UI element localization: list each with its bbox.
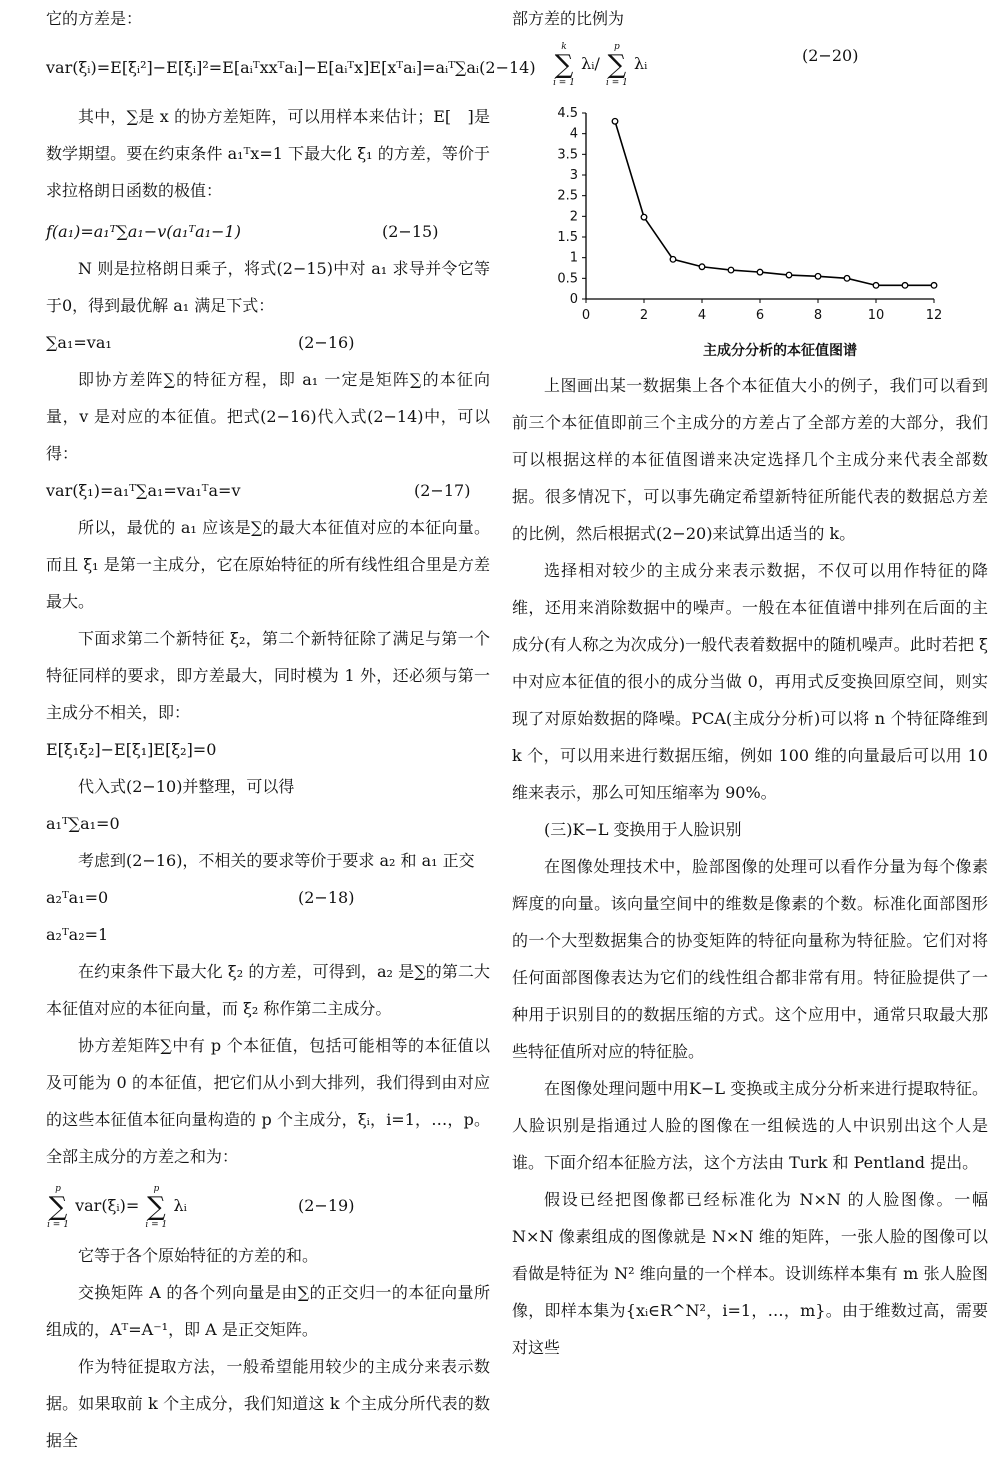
equation-2-14 xyxy=(46,49,536,86)
x-tick-label: 12 xyxy=(925,308,943,323)
paragraph: 其中，∑是 x 的协方差矩阵，可以用样本来估计；E[ ]是数学期望。要在约束条件 a₁ᵀx=1 下最大化 ξ₁ 的方差，等价于求拉格朗日函数的极值： xyxy=(46,107,490,200)
x-tick-label: 2 xyxy=(639,308,649,323)
data-point xyxy=(670,257,676,263)
equation-number: (2−19) xyxy=(298,1196,355,1215)
paragraph: N 则是拉格朗日乘子，将式(2−15)中对 a₁ 求导并令它等于0，得到最优解 a₁ 满足下式： xyxy=(46,259,490,315)
equation-number: (2−16) xyxy=(298,333,355,352)
data-point xyxy=(902,283,908,289)
x-tick-label: 8 xyxy=(813,308,823,323)
equation-text: E[ξ₁ξ₂]−E[ξ₁]E[ξ₂]=0 xyxy=(46,740,217,759)
y-tick-label: 2 xyxy=(569,209,578,225)
sum-symbol: k ∑ i = 1 xyxy=(553,41,575,88)
chart-marks xyxy=(612,118,937,288)
equation-text: var(ξ₁)=a₁ᵀ∑a₁=va₁ᵀa=v xyxy=(46,481,241,500)
equation xyxy=(46,805,490,842)
paragraph: 即协方差阵∑的特征方程，即 a₁ 一定是矩阵∑的本征向量，v 是对应的本征值。把式(2−16)代入式(2−14)中，可以得： xyxy=(46,370,490,463)
equation-text: a₁ᵀ∑a₁=0 xyxy=(46,814,120,833)
equation-text: k ∑ i = 1 λᵢ/ p ∑ i = 1 λᵢ xyxy=(553,41,648,88)
y-tick-label: 3.5 xyxy=(557,147,578,163)
equation-2-20 xyxy=(512,37,988,95)
chart-svg xyxy=(512,95,988,335)
eigenvalue-chart xyxy=(512,95,988,365)
equation-2-17 xyxy=(46,472,490,509)
paragraph: 所以，最优的 a₁ 应该是∑的最大本征值对应的本征向量。而且 ξ₁ 是第一主成分，它在原始特征的所有线性组合里是方差最大。 xyxy=(46,518,490,611)
right-column xyxy=(512,0,988,1366)
paragraph: 协方差矩阵∑中有 p 个本征值，包括可能相等的本征值以及可能为 0 的本征值，把它们从小到大排列，我们得到由对应的这些本征值本征向量构造的 p 个主成分，ξᵢ，i=1，…，p。全部主成分的方差之和为： xyxy=(46,1036,490,1166)
paragraph: 它等于各个原始特征的方差的和。 xyxy=(78,1246,319,1265)
sum-symbol: p ∑ i = 1 xyxy=(606,41,628,88)
x-tick-label: 0 xyxy=(581,308,591,323)
left-column xyxy=(46,0,536,1459)
equation-number: (2−17) xyxy=(414,481,471,500)
series-line xyxy=(615,121,934,285)
equation-2-19 xyxy=(46,1175,490,1237)
equation-2-18 xyxy=(46,879,490,916)
y-tick-label: 2.5 xyxy=(557,188,578,204)
equation-text: var(ξᵢ)=E[ξᵢ²]−E[ξᵢ]²=E[aᵢᵀxxᵀaᵢ]−E[aᵢᵀx]E[xᵀaᵢ]=aᵢᵀ∑aᵢ(2−14) xyxy=(46,58,536,77)
chart-axes xyxy=(557,106,942,323)
data-point xyxy=(641,214,647,220)
equation-2-16 xyxy=(46,324,490,361)
equation xyxy=(46,731,490,768)
x-tick-label: 6 xyxy=(755,308,765,323)
data-point xyxy=(873,283,879,289)
equation-2-15 xyxy=(46,213,490,250)
equation-text: ∑a₁=va₁ xyxy=(46,333,112,352)
equation-text: p ∑ i = 1 var(ξᵢ)= p ∑ i = 1 λᵢ xyxy=(47,1183,187,1230)
data-point xyxy=(815,273,821,279)
paragraph: 代入式(2−10)并整理，可以得 xyxy=(78,777,295,796)
paragraph: 假设已经把图像都已经标准化为 N×N 的人脸图像。一幅 N×N 像素组成的图像就是 N×N 维的矩阵，一张人脸的图像可以看做是特征为 N² 维向量的一个样本。设训练样本集有 m 张人脸图像，即样本集为{xᵢ∈R^N²，i=1，…，m}。由于维数过高，需要对这些 xyxy=(512,1190,988,1357)
data-point xyxy=(757,269,763,275)
paragraph: 在图像处理技术中，脸部图像的处理可以看作分量为每个像素辉度的向量。该向量空间中的维数是像素的个数。标准化面部图形的一个大型数据集合的协变矩阵的特征向量称为特征脸。它们对将任何面部图像表达为它们的线性组合都非常有用。特征脸提供了一种用于识别目的的数据压缩的方式。这个应用中，通常只取最大那些特征值所对应的特征脸。 xyxy=(512,857,988,1061)
sum-symbol: p ∑ i = 1 xyxy=(145,1183,168,1230)
paragraph: 交换矩阵 A 的各个列向量是由∑的正交归一的本征向量所组成的，Aᵀ=A⁻¹，即 A 是正交矩阵。 xyxy=(46,1283,490,1339)
sum-symbol: p ∑ i = 1 xyxy=(47,1183,69,1230)
data-point xyxy=(728,267,734,273)
equation-text: a₂ᵀa₁=0 xyxy=(46,888,109,907)
y-tick-label: 4 xyxy=(569,126,578,142)
paragraph: 作为特征提取方法，一般希望能用较少的主成分来表示数据。如果取前 k 个主成分，我们知道这 k 个主成分所代表的数据全 xyxy=(46,1357,490,1450)
x-tick-label: 4 xyxy=(697,308,707,323)
equation-number: (2−18) xyxy=(298,888,355,907)
y-tick-label: 0.5 xyxy=(557,271,578,287)
section-heading: (三)K−L 变换用于人脸识别 xyxy=(544,820,742,839)
paragraph: 下面求第二个新特征 ξ₂，第二个新特征除了满足与第一个特征同样的要求，即方差最大，同时模为 1 外，还必须与第一主成分不相关，即： xyxy=(46,629,490,722)
paragraph: 上图画出某一数据集上各个本征值大小的例子，我们可以看到前三个本征值即前三个主成分的方差占了全部方差的大部分，我们可以根据这样的本征值图谱来决定选择几个主成分来代表全部数据。很多情况下，可以事先确定希望新特征所能代表的数据总方差的比例，然后根据式(2−20)来试算出适当的 k。 xyxy=(512,376,988,543)
y-tick-label: 4.5 xyxy=(557,106,578,121)
data-point xyxy=(612,118,618,124)
chart-caption: 主成分分析的本征值图谱 xyxy=(703,343,857,359)
x-tick-label: 10 xyxy=(867,308,885,323)
paragraph: 在约束条件下最大化 ξ₂ 的方差，可得到，a₂ 是∑的第二大本征值对应的本征向量，而 ξ₂ 称作第二主成分。 xyxy=(46,962,490,1018)
paragraph: 在图像处理问题中用K−L 变换或主成分分析来进行提取特征。人脸识别是指通过人脸的图像在一组候选的人中识别出这个人是谁。下面介绍本征脸方法，这个方法由 Turk 和 Pentland 提出。 xyxy=(512,1079,988,1172)
y-tick-label: 1 xyxy=(569,250,578,266)
data-point xyxy=(931,283,937,289)
equation xyxy=(46,916,490,953)
equation-number: (2−20) xyxy=(802,46,859,65)
equation-text: a₂ᵀa₂=1 xyxy=(46,925,109,944)
data-point xyxy=(699,264,705,270)
y-tick-label: 3 xyxy=(569,168,578,183)
paragraph: 它的方差是： xyxy=(46,9,143,28)
equation-number: (2−15) xyxy=(382,222,439,241)
paragraph: 考虑到(2−16)，不相关的要求等价于要求 a₂ 和 a₁ 正交 xyxy=(78,851,475,870)
paragraph: 部方差的比例为 xyxy=(512,9,625,28)
data-point xyxy=(786,272,792,278)
equation-text: f(a₁)=a₁ᵀ∑a₁−v(a₁ᵀa₁−1) xyxy=(46,222,241,241)
paragraph: 选择相对较少的主成分来表示数据，不仅可以用作特征的降维，还用来消除数据中的噪声。一般在本征值谱中排列在后面的主成分(有人称之为次成分)一般代表着数据中的随机噪声。此时若把 ξ 中对应本征值的很小的成分当做 0，再用式反变换回原空间，则实现了对原始数据的降噪。PCA(主成分分析)可以将 n 个特征降维到 k 个，可以用来进行数据压缩，例如 100 维的向量最后可以用 10 维来表示，那么可知压缩率为 90%。 xyxy=(512,561,988,802)
data-point xyxy=(844,276,850,282)
y-tick-label: 1.5 xyxy=(557,230,578,245)
y-tick-label: 0 xyxy=(569,292,578,307)
